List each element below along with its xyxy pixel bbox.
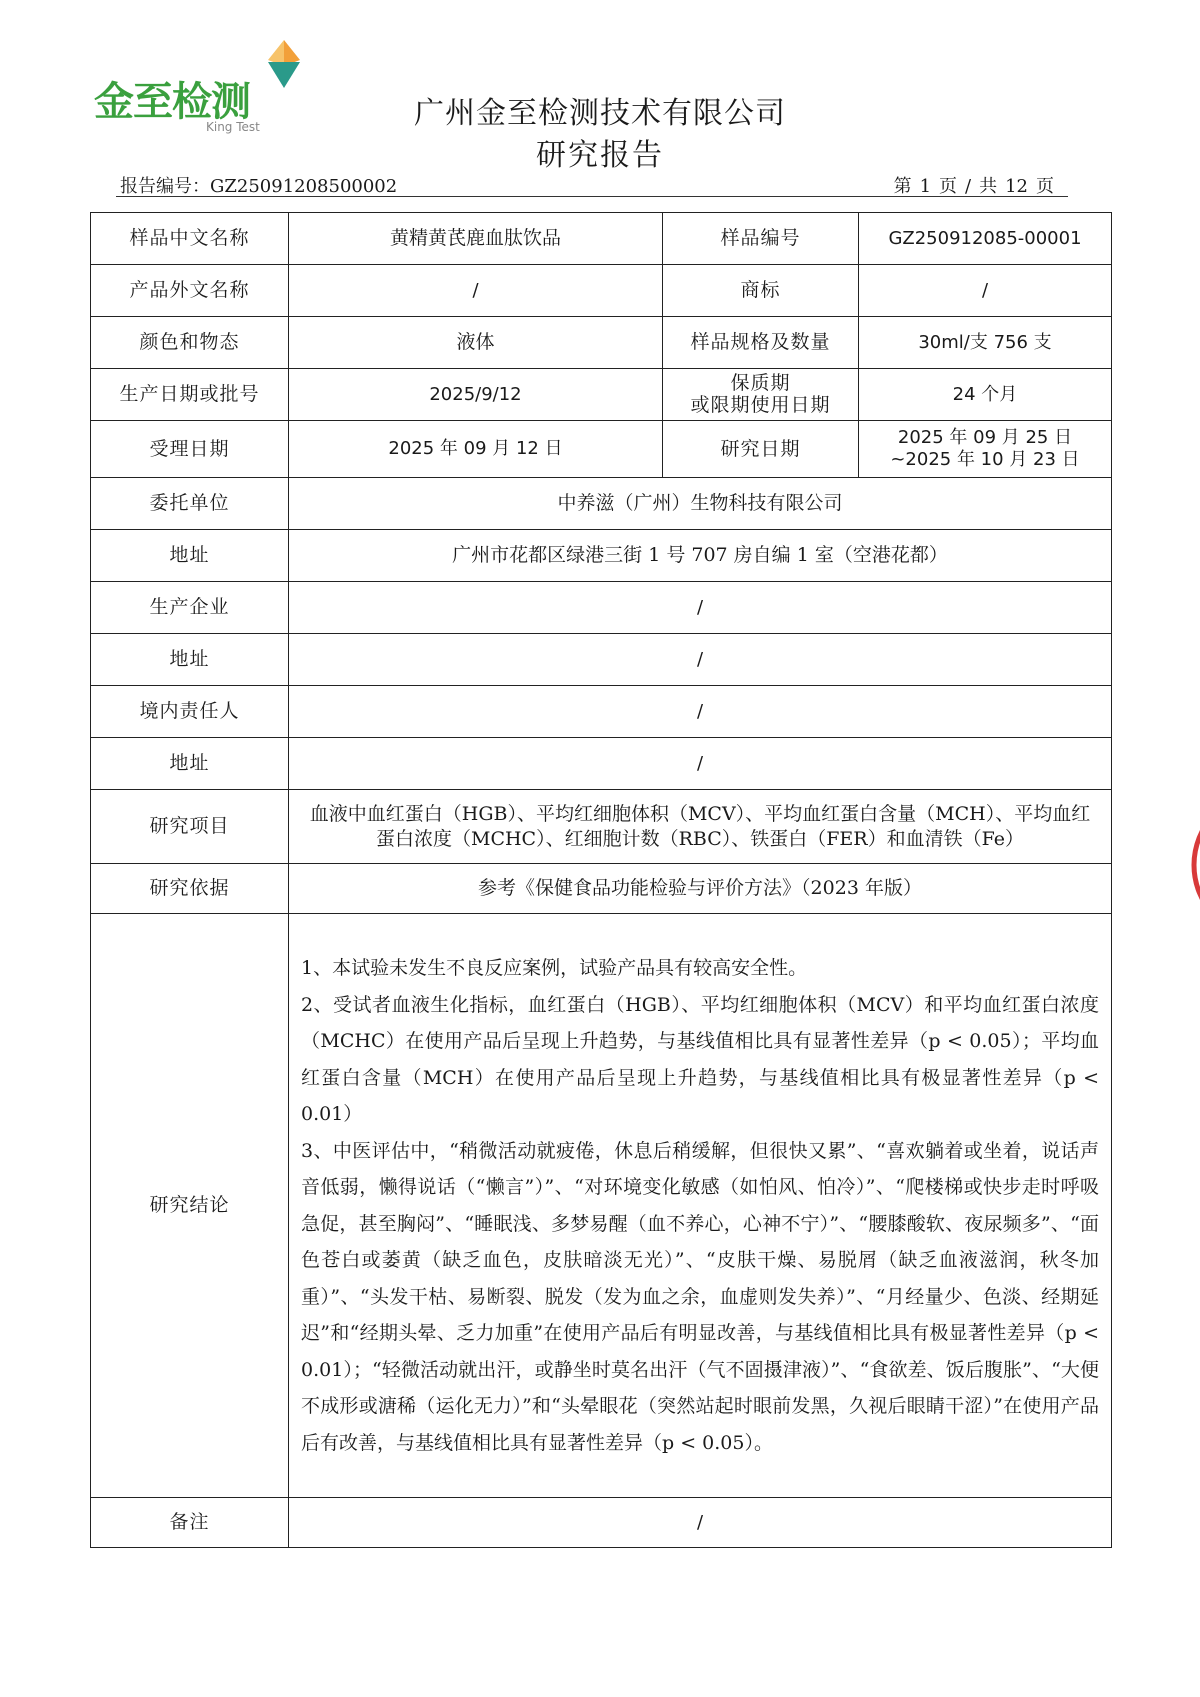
study-date: 2025 年 09 月 25 日 ~2025 年 10 月 23 日: [859, 421, 1112, 478]
sample-foreign-name: /: [289, 265, 663, 317]
prod-date: 2025/9/12: [289, 369, 663, 421]
color-state: 液体: [289, 317, 663, 369]
research-items: 血液中血红蛋白（HGB）、平均红细胞体积（MCV）、平均血红蛋白含量（MCH）、平均血红蛋白浓度（MCHC）、红细胞计数（RBC）、铁蛋白（FER）和血清铁（Fe）: [289, 790, 1112, 864]
sample-cn-name-label: 样品中文名称: [91, 213, 289, 265]
basis-label: 研究依据: [91, 864, 289, 914]
logo-cn-text: 金至检测: [94, 79, 250, 125]
remark-label: 备注: [91, 1498, 289, 1548]
brand: /: [859, 265, 1112, 317]
spec-qty-label: 样品规格及数量: [663, 317, 859, 369]
domestic-resp: /: [289, 686, 1112, 738]
address2: /: [289, 634, 1112, 686]
sample-cn-name: 黄精黄芪鹿血肽饮品: [289, 213, 663, 265]
sample-foreign-name-label: 产品外文名称: [91, 265, 289, 317]
items-label: 研究项目: [91, 790, 289, 864]
address2-label: 地址: [91, 634, 289, 686]
spec-qty: 30ml/支 756 支: [859, 317, 1112, 369]
client: 中养滋（广州）生物科技有限公司: [289, 478, 1112, 530]
shelf-life-label: 保质期 或限期使用日期: [663, 369, 859, 421]
table-row: [91, 914, 1112, 1498]
shelf-life: 24 个月: [859, 369, 1112, 421]
page-current: 1: [919, 176, 932, 197]
table-row: [91, 317, 1112, 369]
table-row: [91, 369, 1112, 421]
client-label: 委托单位: [91, 478, 289, 530]
report-meta: [116, 170, 1068, 197]
address3: /: [289, 738, 1112, 790]
study-date-label: 研究日期: [663, 421, 859, 478]
table-row: [91, 265, 1112, 317]
conclusion-item: 1、本试验未发生不良反应案例，试验产品具有较高安全性。: [301, 957, 808, 979]
manufacturer-label: 生产企业: [91, 582, 289, 634]
logo-en-text: King Test: [206, 120, 260, 134]
table-row: [91, 530, 1112, 582]
conclusion-item: 3、中医评估中，“稍微活动就疲倦，休息后稍缓解，但很快又累”、“喜欢躺着或坐着，说话声音低弱，懒得说话（“懒言”）”、“对环境变化敏感（如怕风、怕冷）”、“爬楼梯或快步走时呼吸急促，甚至胸闷”、“睡眠浅、多梦易醒（血不养心，心神不宁）”、“腰膝酸软、夜尿频多”、“面色苍白或萎黄（缺乏血色，皮肤暗淡无光）”、“皮肤干燥、易脱屑（缺乏血液滋润，秋冬加重）”、“头发干枯、易断裂、脱发（发为血之余，血虚则发失养）”、“月经量少、色淡、经期延迟”和“经期头晕、乏力加重”在使用产品后有明显改善，与基线值相比具有极显著性差异（p < 0.01）；“轻微活动就出汗，或静坐时莫名出汗（气不固摄津液）”、“食欲差、饭后腹胀”、“大便不成形或溏稀（运化无力）”和“头晕眼花（突然站起时眼前发黑，久视后眼睛干涩）”在使用产品后有改善，与基线值相比具有显著性差异（p < 0.05）。: [301, 1139, 1099, 1454]
address3-label: 地址: [91, 738, 289, 790]
research-conclusion: [289, 914, 1112, 1498]
table-row: [91, 634, 1112, 686]
table-row: [91, 213, 1112, 265]
accept-date: 2025 年 09 月 12 日: [289, 421, 663, 478]
research-basis: 参考《保健食品功能检验与评价方法》（2023 年版）: [289, 864, 1112, 914]
table-row: [91, 790, 1112, 864]
domestic-resp-label: 境内责任人: [91, 686, 289, 738]
table-row: [91, 421, 1112, 478]
table-row: [91, 582, 1112, 634]
company-name: 广州金至检测技术有限公司: [414, 96, 786, 131]
table-row: [91, 478, 1112, 530]
address: 广州市花都区绿港三街 1 号 707 房自编 1 室（空港花都）: [289, 530, 1112, 582]
report-number: 报告编号：GZ25091208500002: [120, 176, 398, 197]
address-label: 地址: [91, 530, 289, 582]
sample-no-label: 样品编号: [663, 213, 859, 265]
logo-mark-icon: [264, 38, 304, 90]
table-row: [91, 1498, 1112, 1548]
page-indicator: 第 1 页 / 共 12 页: [893, 176, 1054, 197]
remark: /: [289, 1498, 1112, 1548]
conclusion-label: 研究结论: [91, 914, 289, 1498]
table-row: [91, 686, 1112, 738]
manufacturer: /: [289, 582, 1112, 634]
prod-date-label: 生产日期或批号: [91, 369, 289, 421]
brand-label: 商标: [663, 265, 859, 317]
sample-no: GZ250912085-00001: [859, 213, 1112, 265]
official-seal-icon: [1178, 780, 1200, 950]
accept-date-label: 受理日期: [91, 421, 289, 478]
table-row: [91, 738, 1112, 790]
report-title: 研究报告: [536, 138, 664, 173]
conclusion-item: 2、受试者血液生化指标，血红蛋白（HGB）、平均红细胞体积（MCV）和平均血红蛋白浓度（MCHC）在使用产品后呈现上升趋势，与基线值相比具有显著性差异（p < 0.05）；平均血红蛋白含量（MCH）在使用产品后呈现上升趋势，与基线值相比具有极显著性差异（p < 0.01）: [301, 993, 1099, 1125]
table-row: [91, 864, 1112, 914]
report-table: [90, 212, 1112, 1548]
page-total: 12: [1005, 176, 1028, 197]
color-state-label: 颜色和物态: [91, 317, 289, 369]
